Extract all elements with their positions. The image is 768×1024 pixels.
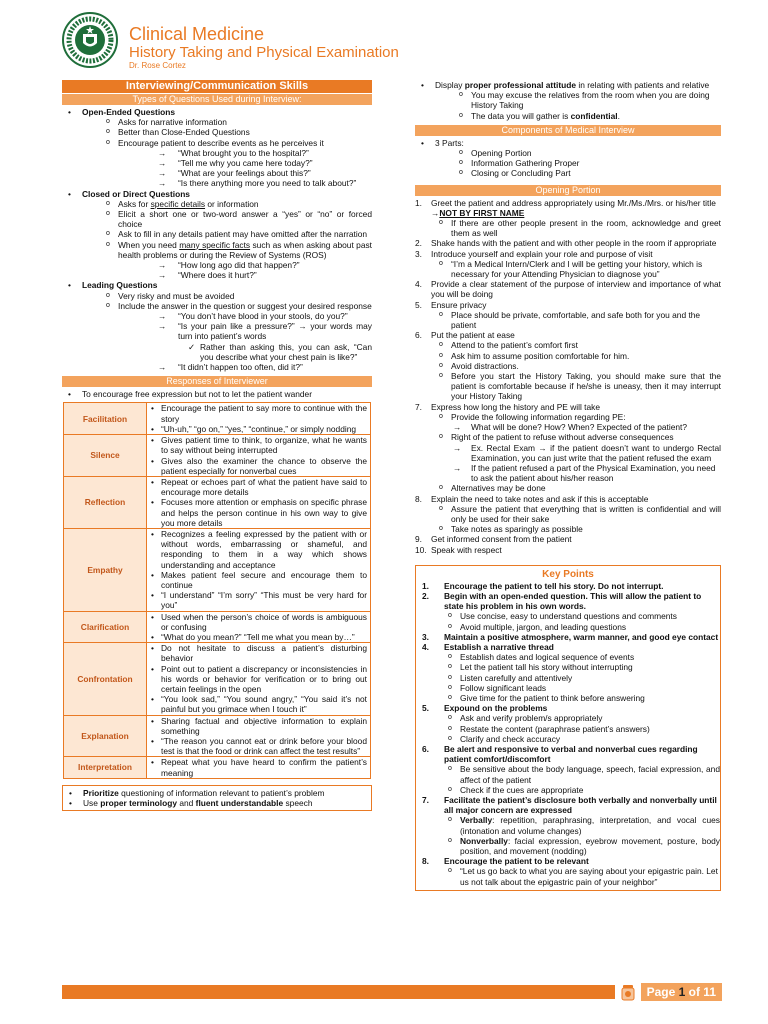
list-item: o Closing or Concluding Part [435,168,721,178]
table-row [64,643,371,715]
responses-intro-list [62,389,372,399]
list-item: o Better than Close-Ended Questions [82,127,372,137]
list-item: • Focuses more attention or emphasis on specific phrase and helps the person continue in his own way to give you more details [147,497,370,528]
response-description [147,476,371,528]
list-text: questioning of information relevant to patient’s problem [118,787,325,798]
course-subtitle: History Taking and Physical Examination [129,44,399,61]
list-item: • Recognizes a feeling expressed by the patient with or without words, embarrassing or shameful, and responding to them in a way which shows understanding and acceptance [147,529,370,570]
open-ended-heading: Open-Ended Questions [82,107,176,117]
arrow-glyph: → [431,207,440,218]
list-item [82,301,372,372]
list-item: o Place should be private, comfortable, and safe both for you and the patient [415,310,721,330]
list-item [416,744,720,795]
bold-text: proper professional attitude [464,80,577,90]
table-row [64,528,371,611]
subheader-responses: Responses of Interviewer [62,376,372,387]
list-item: • Repeat or echoes part of what the patient have said to encourage more details [147,477,370,497]
list-item: o Take notes as sparingly as possible [415,524,721,534]
list-item: o Let the patient tall his story without interrupting [416,662,720,672]
list-text: The data you will gather is [471,110,571,121]
list-item: o You may excuse the relatives from the room when you are doing History Taking [435,90,721,110]
list-item [415,412,721,432]
list-item [416,591,720,632]
table-row [64,476,371,528]
list-text: Be alert and responsive to verbal and nonverbal cues regarding patient comfort/discomfort [444,743,698,765]
response-term: Explanation [64,715,147,757]
list-item: • Encourage the patient to say more to continue with the story [147,403,370,423]
list-item: • Sharing factual and objective information to explain something [147,716,370,736]
list-item: • “I understand” “I’m sorry” “This must be very hard for you” [147,590,370,610]
list-item: • Gives patient time to think, to organize, what he wants to say without being interrupted [147,435,370,455]
list-item [82,138,372,189]
list-item: o Check if the cues are appropriate [416,785,720,795]
author-name: Dr. Rose Cortez [129,61,186,70]
list-item [62,280,372,372]
list-item: 9. Get informed consent from the patient [415,534,721,544]
list-item: → “What are your feelings about this?” [118,168,372,178]
table-row [64,435,371,477]
page-number-box [615,983,722,1001]
response-term: Interpretation [64,757,147,778]
list-item: • “You look sad,” “You sound angry,” “You said it’s not painful but you grimace when I touch it” [147,694,370,714]
list-text: Express how long the history and PE will take [431,401,600,412]
list-item: → “Tell me why you came here today?” [118,158,372,168]
closed-heading: Closed or Direct Questions [82,188,190,199]
list-item: → “How long ago did that happen?” [118,260,372,270]
list-item [62,107,372,189]
underlined-text: specific details [150,198,206,209]
list-item: o Ask to fill in any details patient may have omitted after the narration [82,229,372,239]
list-item: o Avoid multiple, jargon, and leading questions [416,622,720,632]
list-text: speech [283,798,313,808]
list-item [416,703,720,744]
bold-text: Verbally [460,815,493,826]
list-text: Display [435,80,465,90]
right-column [415,80,721,891]
list-item: o Opening Portion [435,148,721,158]
page-header [62,12,402,76]
list-item: → “What brought you to the hospital?” [118,148,372,158]
responses-table [63,402,371,778]
list-item: o Alternatives may be done [415,483,721,493]
page-footer [62,985,722,999]
list-item: o Clarify and check accuracy [416,734,720,744]
list-item: o Elicit a short one or two-word answer a “yes” or “no” or forced choice [82,209,372,229]
subheader-components: Components of Medical Interview [415,125,721,136]
response-term: Clarification [64,611,147,643]
list-item: o Very risky and must be avoided [82,291,372,301]
list-text: Asks for [118,198,151,209]
list-item: o Ask and verify problem/s appropriately [416,713,720,723]
list-text: Include the answer in the question or suggest your desired response [118,300,372,311]
list-item: o Give time for the patient to think before answering [416,693,720,703]
list-text: Facilitate the patient’s disclosure both verbally and nonverbally until all major concern are expressed [444,795,717,816]
list-item [416,836,720,856]
response-term: Reflection [64,476,147,528]
list-text: Use [83,798,101,808]
list-item: 10. Speak with respect [415,545,721,555]
list-item: o Ask him to assume position comfortable for him. [415,351,721,361]
response-description [147,528,371,611]
components-list [415,138,721,179]
list-item: o Before you start the History Taking, you should make sure that the patient is comfortable because if he/she is uneasy, then it may interrupt your History Taking [415,371,721,402]
list-item: 4. Provide a clear statement of the purpose of interview and importance of what you will be doing [415,279,721,299]
list-item: • Repeat what you have heard to confirm the patient’s meaning [147,757,370,777]
reminder-box [62,785,372,811]
response-description [147,757,371,778]
list-item: • “What do you mean?” “Tell me what you mean by…” [147,632,370,642]
list-item: o Be sensitive about the body language, speech, facial expression, and affect of the patient [416,764,720,784]
peach-jar-icon [619,983,637,1001]
list-item [415,198,721,239]
list-text: Expound on the problems [444,703,548,714]
list-text: “Is your pain like a pressure?” → your words may turn into patient’s words [178,321,372,342]
list-item: → Ex. Rectal Exam → if the patient doesn’t want to undergo Rectal Examination, you can just write that the patient refused the exam [415,443,721,463]
list-item: • To encourage free expression but not to let the patient wander [62,389,372,399]
list-item: 3. Maintain a positive atmosphere, warm manner, and good eye contact [416,632,720,642]
attitude-list [415,80,721,121]
list-item: o Attend to the patient’s comfort first [415,340,721,350]
response-description [147,403,371,435]
leading-heading: Leading Questions [82,280,158,291]
list-text: : facial expression, eyebrow movement, posture, body position, and movement (nodding) [460,835,720,857]
list-item: o Establish dates and logical sequence of events [416,652,720,662]
response-term: Facilitation [64,403,147,435]
list-item [118,321,372,362]
list-text: in relating with patients and relative [576,80,710,90]
bold-text: confidential [570,110,618,121]
list-item: • “Uh-uh,” “go on,” “yes,” “continue,” or simply nodding [147,424,370,434]
page-number [641,983,722,1001]
list-item: o Follow significant leads [416,683,720,693]
list-item: o Asks for narrative information [82,117,372,127]
bold-text: fluent understandable [195,798,284,808]
list-text: Greet the patient and address appropriately using Mr./Ms./Mrs. or his/her title [431,197,716,208]
list-text: Provide the following information regarding PE: [451,411,626,422]
left-column [62,80,372,811]
list-item: o Use concise, easy to understand questions and comments [416,611,720,621]
list-item: • Point out to patient a discrepancy or inconsistencies in his words or behavior for verification or to bring out certain feelings in the open [147,664,370,695]
list-text: or information [205,198,259,209]
list-text: Introduce yourself and explain your role and purpose of visit [431,248,653,259]
list-item: o Assure the patient that everything that is written is confidential and will only be used for their sake [415,504,721,524]
bold-text: Prioritize [83,787,119,798]
list-item: o The data you will gather is confidential. [435,111,721,121]
page-total: of 11 [685,985,716,999]
list-item [63,788,371,798]
list-item: → “It didn’t happen too often, did it?” [118,362,372,372]
response-description [147,643,371,715]
list-item: 2. Shake hands with the patient and with other people in the room if appropriate [415,238,721,248]
list-text: 3 Parts: [435,137,464,148]
bold-text: proper terminology [100,798,178,808]
list-item: → What will be done? How? When? Expected of the patient? [415,422,721,432]
subheader-opening-portion: Opening Portion [415,185,721,196]
list-item: → “Is there anything more you need to talk about?” [118,178,372,188]
underlined-text: NOT BY FIRST NAME [439,207,525,218]
list-item: o If there are other people present in the room, acknowledge and greet them as well [415,218,721,238]
key-points-title: Key Points [542,568,594,580]
list-item: o Information Gathering Proper [435,158,721,168]
table-row [64,403,371,435]
opening-steps-list [415,198,721,555]
page-prefix: Page [646,985,679,999]
list-item: o “I’m a Medical Intern/Clerk and I will be getting your history, which is necessary for your Attending Physician to diagnose you” [415,259,721,279]
list-item [415,138,721,179]
response-term: Confrontation [64,643,147,715]
list-item [82,240,372,281]
table-row [64,611,371,643]
question-types-list [62,107,372,372]
list-item: o Avoid distractions. [415,361,721,371]
list-text: Put the patient at ease [431,330,515,341]
response-description [147,435,371,477]
list-text: Explain the need to take notes and ask if this is acceptable [431,493,649,504]
list-item [82,199,372,209]
list-text: such as when asking about past health problems or during the Review of Systems (ROS) [118,239,373,260]
list-text: Encourage patient to describe events as he perceives it [118,137,324,148]
page-current: 1 [678,985,686,999]
list-item: o Listen carefully and attentively [416,673,720,683]
list-item: • “The reason you cannot eat or drink before your blood test is that the food or drink can affect the test results” [147,736,370,756]
list-item: • Do not hesitate to discuss a patient’s disturbing behavior [147,643,370,663]
list-item [415,330,721,401]
list-item [416,856,720,887]
list-item: ✓ Rather than asking this, you can ask, “Can you describe what your chest pain is like?” [118,342,372,362]
response-term: Empathy [64,528,147,611]
list-item [415,402,721,494]
list-item [415,80,721,121]
course-title: Clinical Medicine [129,24,265,44]
list-item: o “Let us go back to what you are saying about your epigastric pain. Let us not talk about the epigastric pain of your neighbor” [416,866,720,886]
list-item [415,432,721,483]
response-term: Silence [64,435,147,477]
list-item: o Restate the content (paraphrase patient’s answers) [416,724,720,734]
list-item [415,249,721,280]
response-description [147,611,371,643]
section-bar-interviewing: Interviewing/Communication Skills [62,80,372,93]
list-item: • Makes patient feel secure and encourage them to continue [147,570,370,590]
list-item [415,300,721,331]
subheader-types-of-questions: Types of Questions Used during Interview: [62,94,372,105]
table-row [64,715,371,757]
response-description [147,715,371,757]
key-points-box [415,565,721,891]
list-item: → If the patient refused a part of the Physical Examination, you need to ask the patient about his/her reason [415,463,721,483]
list-item [416,642,720,703]
list-text: and [177,798,196,808]
bold-text: Nonverbally [460,835,508,846]
list-item: 1. Encourage the patient to tell his story. Do not interrupt. [416,581,720,591]
table-row [64,757,371,778]
list-item [416,795,720,856]
list-text: Right of the patient to refuse without adverse consequences [451,432,674,443]
list-item [415,494,721,535]
list-text: Encourage the patient to be relevant [444,856,589,867]
university-seal-logo [62,12,118,68]
list-item: • Used when the person’s choice of words is ambiguous or confusing [147,612,370,632]
list-text: Ensure privacy [431,299,487,310]
list-item [62,189,372,281]
list-text: Establish a narrative thread [444,641,554,652]
list-item [416,815,720,835]
list-item: → “You don’t have blood in your stools, do you?” [118,311,372,321]
list-text: Begin with an open-ended question. This will allow the patient to state his problem in his own words. [444,590,702,612]
list-item: • Gives also the examiner the chance to observe the patient especially for nonverbal cues [147,456,370,476]
underlined-text: many specific facts [179,239,251,250]
list-text: When you need [118,239,180,250]
list-item: → “Where does it hurt?” [118,270,372,280]
list-text: : repetition, paraphrasing, interpretation, and vocal cues (intonation and volume changes) [460,815,720,836]
list-item [63,798,371,808]
